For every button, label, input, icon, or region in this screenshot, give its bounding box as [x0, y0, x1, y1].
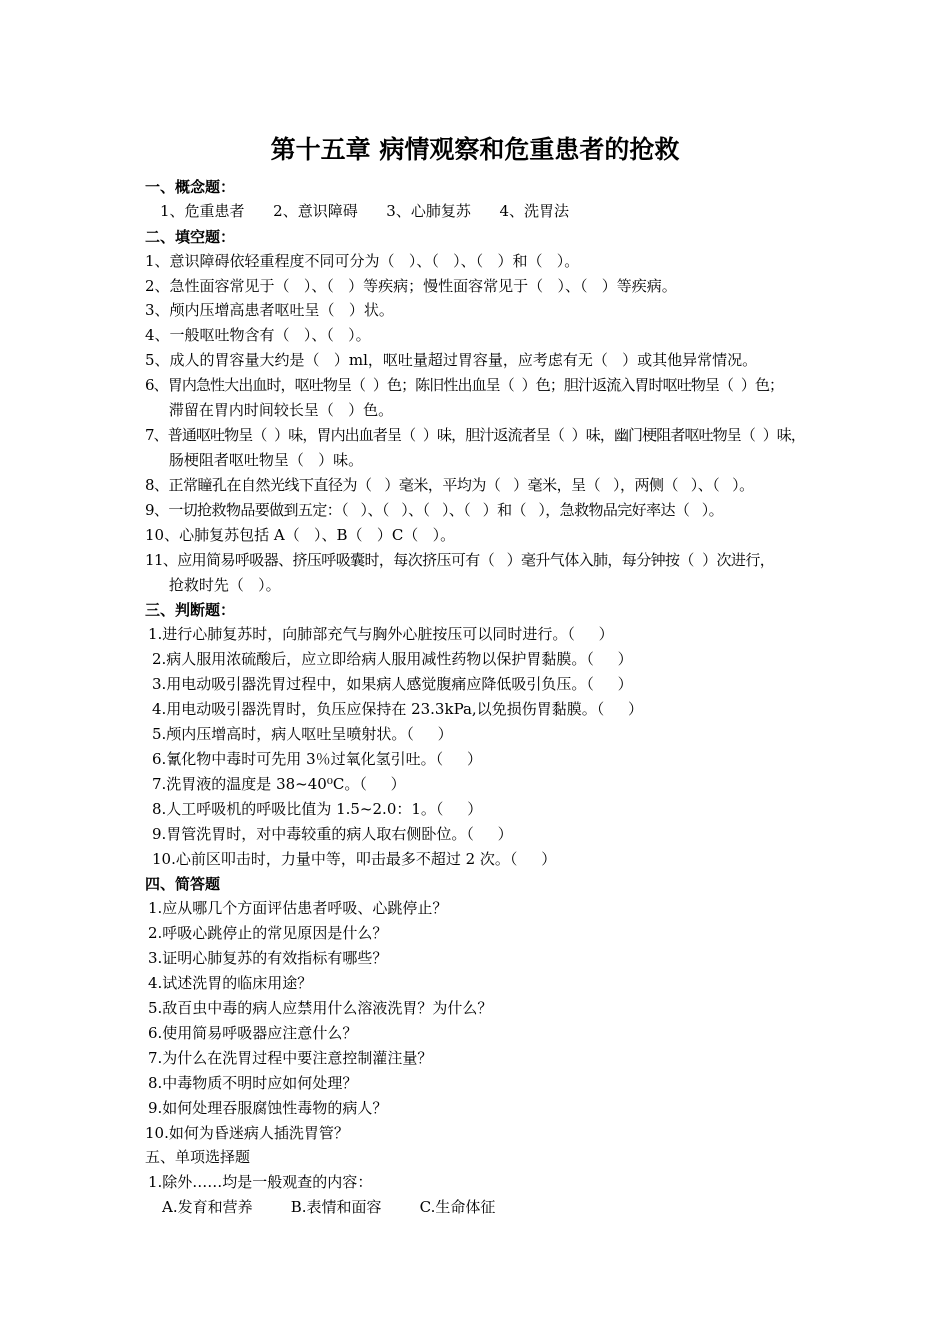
- judge-question: 1.进行心肺复苏时，向肺部充气与胸外心脏按压可以同时进行。（ ）: [148, 625, 614, 643]
- fill-question: 8、正常瞳孔在自然光线下直径为（ ）毫米，平均为（ ）毫米，呈（ ），两侧（ ）、（ ）。: [145, 476, 754, 494]
- fill-question: 2、急性面容常见于（ ）、（ ）等疾病；慢性面容常见于（ ）、（ ）等疾病。: [145, 277, 677, 295]
- fill-question: 9、一切抢救物品要做到五定：（ ）、（ ）、（ ）、（ ）和（ ），急救物品完好率达（ ）。: [145, 501, 724, 519]
- section-heading-judge: 三、判断题：: [145, 601, 236, 619]
- short-answer-question: 4.试述洗胃的临床用途？: [148, 974, 313, 992]
- section-heading-concept: 一、概念题：: [145, 178, 236, 196]
- judge-question: 5.颅内压增高时，病人呕吐呈喷射状。（ ）: [152, 725, 453, 743]
- fill-question-continued: 滞留在胃内时间较长呈（ ）色。: [145, 401, 394, 419]
- short-answer-question: 10.如何为昏迷病人插洗胃管？: [145, 1124, 349, 1142]
- fill-question-continued: 肠梗阻者呕吐物呈（ ）味。: [145, 451, 364, 469]
- short-answer-question: 8.中毒物质不明时应如何处理？: [148, 1074, 358, 1092]
- short-answer-question: 9.如何处理吞服腐蚀性毒物的病人？: [148, 1099, 388, 1117]
- page-title: 第十五章 病情观察和危重患者的抢救: [270, 135, 680, 164]
- fill-question: 7、普通呕吐物呈（ ）味，胃内出血者呈（ ）味，胆汁返流者呈（ ）味，幽门梗阻者呕吐物呈（ ）味，: [145, 426, 805, 444]
- concept-items: 1、危重患者 2、意识障碍 3、心肺复苏 4、洗胃法: [160, 202, 570, 220]
- judge-question: 4.用电动吸引器洗胃时，负压应保持在 23.3kPa,以免损伤胃黏膜。（ ）: [152, 700, 644, 718]
- fill-question: 4、一般呕吐物含有（ ）、（ ）。: [145, 326, 371, 344]
- choice-options: A.发育和营养 B.表情和面容 C.生命体征: [162, 1198, 496, 1216]
- short-answer-question: 6.使用简易呼吸器应注意什么？: [148, 1024, 358, 1042]
- judge-question: 8.人工呼吸机的呼吸比值为 1.5~2.0：1。（ ）: [152, 800, 483, 818]
- judge-question: 9.胃管洗胃时，对中毒较重的病人取右侧卧位。（ ）: [152, 825, 513, 843]
- fill-question-continued: 抢救时先（ ）。: [145, 576, 281, 594]
- section-heading-short-answer: 四、简答题: [145, 875, 221, 893]
- fill-question: 3、颅内压增高患者呕吐呈（ ）状。: [145, 301, 394, 319]
- fill-question: 1、意识障碍依轻重程度不同可分为（ ）、（ ）、（ ）和（ ）。: [145, 252, 580, 270]
- short-answer-question: 3.证明心肺复苏的有效指标有哪些？: [148, 949, 388, 967]
- short-answer-question: 1.应从哪几个方面评估患者呼吸、心跳停止？: [148, 899, 448, 917]
- judge-question: 3.用电动吸引器洗胃过程中，如果病人感觉腹痛应降低吸引负压。（ ）: [152, 675, 633, 693]
- fill-question: 6、胃内急性大出血时，呕吐物呈（ ）色；陈旧性出血呈（ ）色；胆汁返流入胃时呕吐物呈（ ）色；: [145, 376, 784, 394]
- fill-question: 5、成人的胃容量大约是（ ）ml，呕吐量超过胃容量，应考虑有无（ ）或其他异常情况。: [145, 351, 758, 369]
- fill-question: 11、应用简易呼吸器、挤压呼吸囊时，每次挤压可有（ ）毫升气体入肺，每分钟按（ ）次进行，: [145, 551, 775, 569]
- judge-question: 10.心前区叩击时，力量中等，叩击最多不超过 2 次。（ ）: [152, 850, 557, 868]
- fill-question: 10、心肺复苏包括 A（ ）、B（ ）C（ ）。: [145, 526, 456, 544]
- short-answer-question: 2.呼吸心跳停止的常见原因是什么？: [148, 924, 388, 942]
- short-answer-question: 7.为什么在洗胃过程中要注意控制灌注量？: [148, 1049, 433, 1067]
- section-heading-single-choice: 五、单项选择题: [145, 1148, 251, 1166]
- judge-question: 2.病人服用浓硫酸后，应立即给病人服用减性药物以保护胃黏膜。（ ）: [152, 650, 633, 668]
- section-heading-fill: 二、填空题：: [145, 228, 236, 246]
- judge-question: 7.洗胃液的温度是 38~40⁰C。（ ）: [152, 775, 406, 793]
- short-answer-question: 5.敌百虫中毒的病人应禁用什么溶液洗胃？为什么？: [148, 999, 493, 1017]
- judge-question: 6.氰化物中毒时可先用 3％过氧化氢引吐。（ ）: [152, 750, 482, 768]
- choice-question: 1.除外……均是一般观查的内容：: [148, 1173, 373, 1191]
